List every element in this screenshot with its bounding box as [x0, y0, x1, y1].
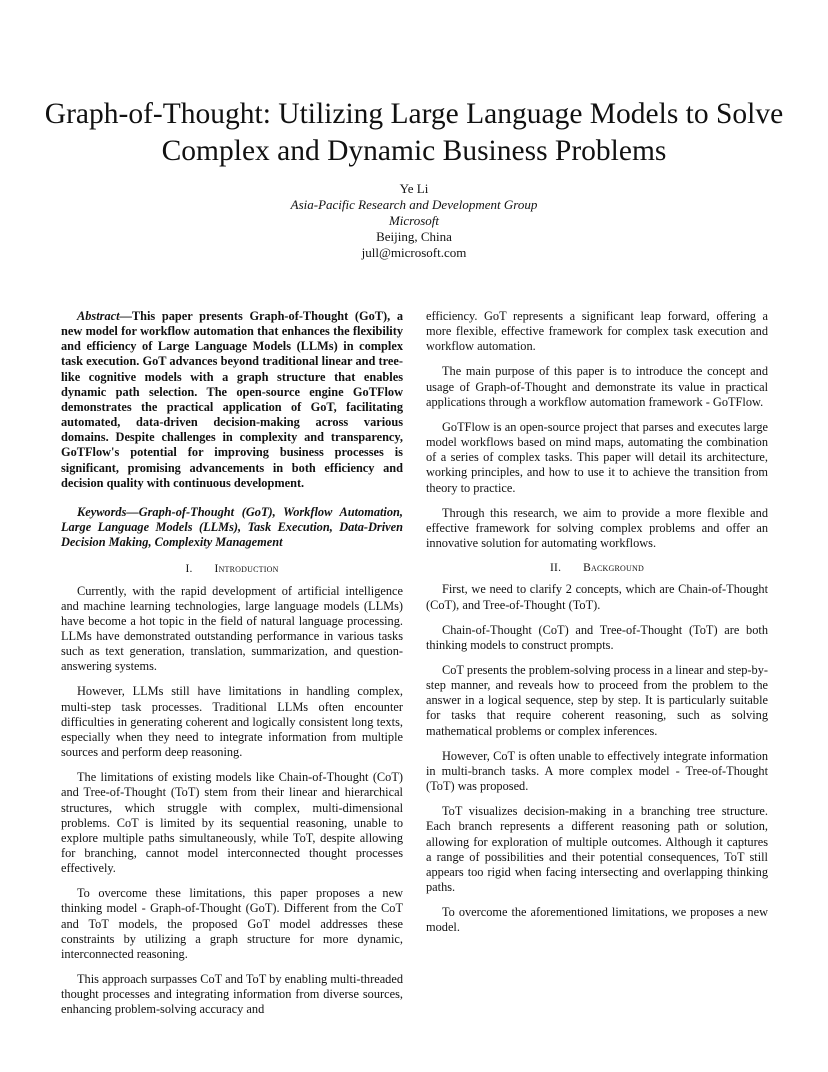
- section-number: I.: [185, 563, 193, 576]
- paragraph: The main purpose of this paper is to introduce the concept and usage of Graph-of-Thought and demonstrate its value in practical applications through a workflow automation framework - GoTFlow.: [426, 364, 768, 409]
- author-name: Ye Li: [399, 181, 429, 196]
- paragraph: However, CoT is often unable to effectively integrate information in multi-branch tasks. A more complex model - Tree-of-Thought (ToT) was proposed.: [426, 748, 768, 794]
- author-group: Asia-Pacific Research and Development Group: [290, 197, 538, 212]
- paragraph: This approach surpasses CoT and ToT by enabling multi-threaded thought processes and integrating information from diverse sources, enhancing problem-solving accuracy and: [61, 972, 403, 1017]
- paragraph: To overcome the aforementioned limitations, we proposes a new model.: [426, 905, 768, 935]
- paragraph: Chain-of-Thought (CoT) and Tree-of-Thought (ToT) are both thinking models to construct prompts.: [426, 622, 768, 652]
- author-location: Beijing, China: [376, 229, 452, 244]
- paragraph: ToT visualizes decision-making in a branching tree structure. Each branch represents a different reasoning path or solution, allowing for exploration of multiple outcomes. Although it captures a range of possibilities and their potential consequences, ToT still appears too rigid when facing intersecting and overlapping thinking paths.: [426, 804, 768, 894]
- section-number: II.: [550, 562, 562, 575]
- paragraph: efficiency. GoT represents a significant leap forward, offering a more flexible, effective framework for complex task execution and workflow automation.: [426, 309, 768, 354]
- abstract-text: —This paper presents Graph-of-Thought (GoT), a new model for workflow automation that enhances the flexibility and efficiency of Large Language Models (LLMs) in complex task execution. GoT advances beyond traditional linear and tree-like cognitive models with a graph structure that enables dynamic path selection. The open-source engine GoTFlow demonstrates the practical application of GoT, facilitating automated, data-driven decision-making across various domains. Despite challenges in complexity and transparency, GoTFlow's potential for improving business processes is significant, promising advancements in both efficiency and decision quality with continuous development.: [61, 309, 403, 490]
- abstract: [61, 309, 403, 491]
- paragraph: To overcome these limitations, this paper proposes a new thinking model - Graph-of-Thought (GoT). Different from the CoT and ToT models, the proposed GoT model addresses these constraints by utilizing a graph structure for more dynamic, interconnected reasoning.: [61, 886, 403, 961]
- paper-title: Graph-of-Thought: Utilizing Large Language Models to Solve Complex and Dynamic Business Problems: [44, 97, 784, 167]
- section-title: Background: [583, 562, 644, 575]
- section-title: Introduction: [214, 563, 279, 576]
- paragraph: Through this research, we aim to provide a more flexible and effective framework for solving complex problems and offer an innovative solution for automating workflows.: [426, 505, 768, 551]
- author-block: [214, 181, 614, 261]
- section-heading-introduction: [61, 562, 403, 577]
- left-column: [61, 309, 403, 1028]
- author-company: Microsoft: [388, 213, 440, 228]
- paragraph: Currently, with the rapid development of artificial intelligence and machine learning technologies, large language models (LLMs) have become a hot topic in the field of natural language processing. LLMs have demonstrated outstanding performance in various tasks such as text generation, translation, summarization, and question-answering systems.: [61, 583, 403, 674]
- paragraph: The limitations of existing models like Chain-of-Thought (CoT) and Tree-of-Thought (ToT) stem from their linear and hierarchical structures, which struggle with complex, multi-dimensional problems. CoT is limited by its sequential reasoning, unable to explore multiple paths simultaneously, while ToT, despite allowing for branching, cannot model interconnected thought processes effectively.: [61, 770, 403, 876]
- section-heading-background: [426, 561, 768, 576]
- author-email: jull@microsoft.com: [361, 245, 467, 260]
- keywords: Keywords—Graph-of-Thought (GoT), Workflow Automation, Large Language Models (LLMs), Task Execution, Data-Driven Decision Making, Complexity Management: [61, 504, 403, 550]
- paragraph: However, LLMs still have limitations in handling complex, multi-step task processes. Traditional LLMs often encounter difficulties in generating coherent and logically consistent long texts, especially when they need to integrate information from multiple sources and perform deep reasoning.: [61, 684, 403, 760]
- paragraph: First, we need to clarify 2 concepts, which are Chain-of-Thought (CoT), and Tree-of-Thought (ToT).: [426, 582, 768, 612]
- paragraph: GoTFlow is an open-source project that parses and executes large model workflows based on mind maps, automating the combination of a series of complex tasks. This paper will detail its architecture, working principles, and how to use it to achieve the transition from theory to practice.: [426, 419, 768, 495]
- paragraph: CoT presents the problem-solving process in a linear and step-by-step manner, and reveals how to proceed from the problem to the answer in a logical sequence, step by step. It is particularly suitable for tasks that require coherent reasoning, such as solving mathematical problems or complex inferences.: [426, 662, 768, 738]
- right-column: [426, 309, 768, 945]
- abstract-label: Abstract: [77, 309, 120, 323]
